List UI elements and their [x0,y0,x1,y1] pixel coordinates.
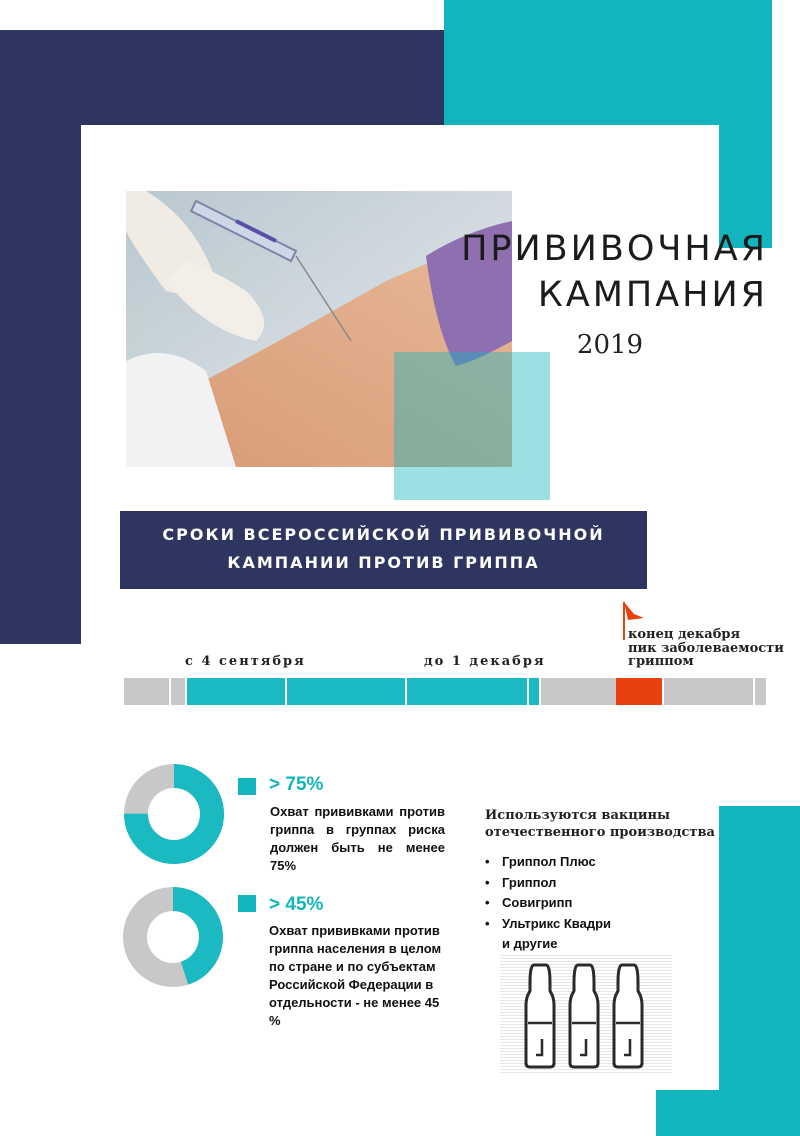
timeline-segment-after [755,678,766,705]
peak-label-line1: конец декабря [628,627,741,642]
banner-line2: КАМПАНИИ ПРОТИВ ГРИППА [227,553,540,572]
timeline-end-label: до 1 декабря [424,654,546,669]
timeline-segment-after [664,678,753,705]
bg-teal-strip-right [719,806,800,1136]
ampoules-icon [500,955,672,1073]
timeline-segment-before [124,678,169,705]
stat-marker [238,778,256,795]
timeline-segment-after [541,678,616,705]
page-title-line1: ПРИВИВОЧНАЯ [461,229,768,269]
peak-label-line3: гриппом [628,654,694,669]
vaccines-title: Используются вакцины отечественного производства [485,808,715,840]
vaccine-item: • Совигрипп [485,893,611,914]
donut-chart-75 [122,762,226,866]
timeline-segment-before [171,678,185,705]
peak-label-line2: пик заболеваемости [628,641,784,656]
banner-line1: СРОКИ ВСЕРОССИЙСКОЙ ПРИВИВОЧНОЙ [162,525,605,544]
stat-value-75: > 75% [269,774,324,795]
timeline-segment-campaign [187,678,285,705]
page-title-line2: КАМПАНИЯ [537,275,768,315]
teal-overlay-square [394,352,550,500]
vaccine-list [485,852,611,955]
timeline-segment-campaign [529,678,539,705]
timeline-start-label: с 4 сентября [185,654,306,669]
timeline-segment-peak [616,678,662,705]
timeline-segment-campaign [287,678,405,705]
stat-marker [238,895,256,912]
stat-text-45: Охват прививками против гриппа населения в целом по стране и по субъектам Российской Федерации в отдельности - не менее 45 % [269,923,442,1028]
timeline-banner [120,511,647,589]
donut-chart-45 [121,885,225,989]
vaccine-item: • Гриппол [485,873,611,894]
timeline-segment-campaign [407,678,527,705]
vaccine-more: и другие [502,936,558,951]
campaign-year: 2019 [576,330,644,360]
stat-text-75: Охват прививками против гриппа в группах риска должен быть не менее 75% [270,804,445,873]
vaccine-item: • Гриппол Плюс [485,852,611,873]
stat-value-45: > 45% [269,894,324,915]
vaccine-item: • Ультрикс Квадри [485,914,611,935]
